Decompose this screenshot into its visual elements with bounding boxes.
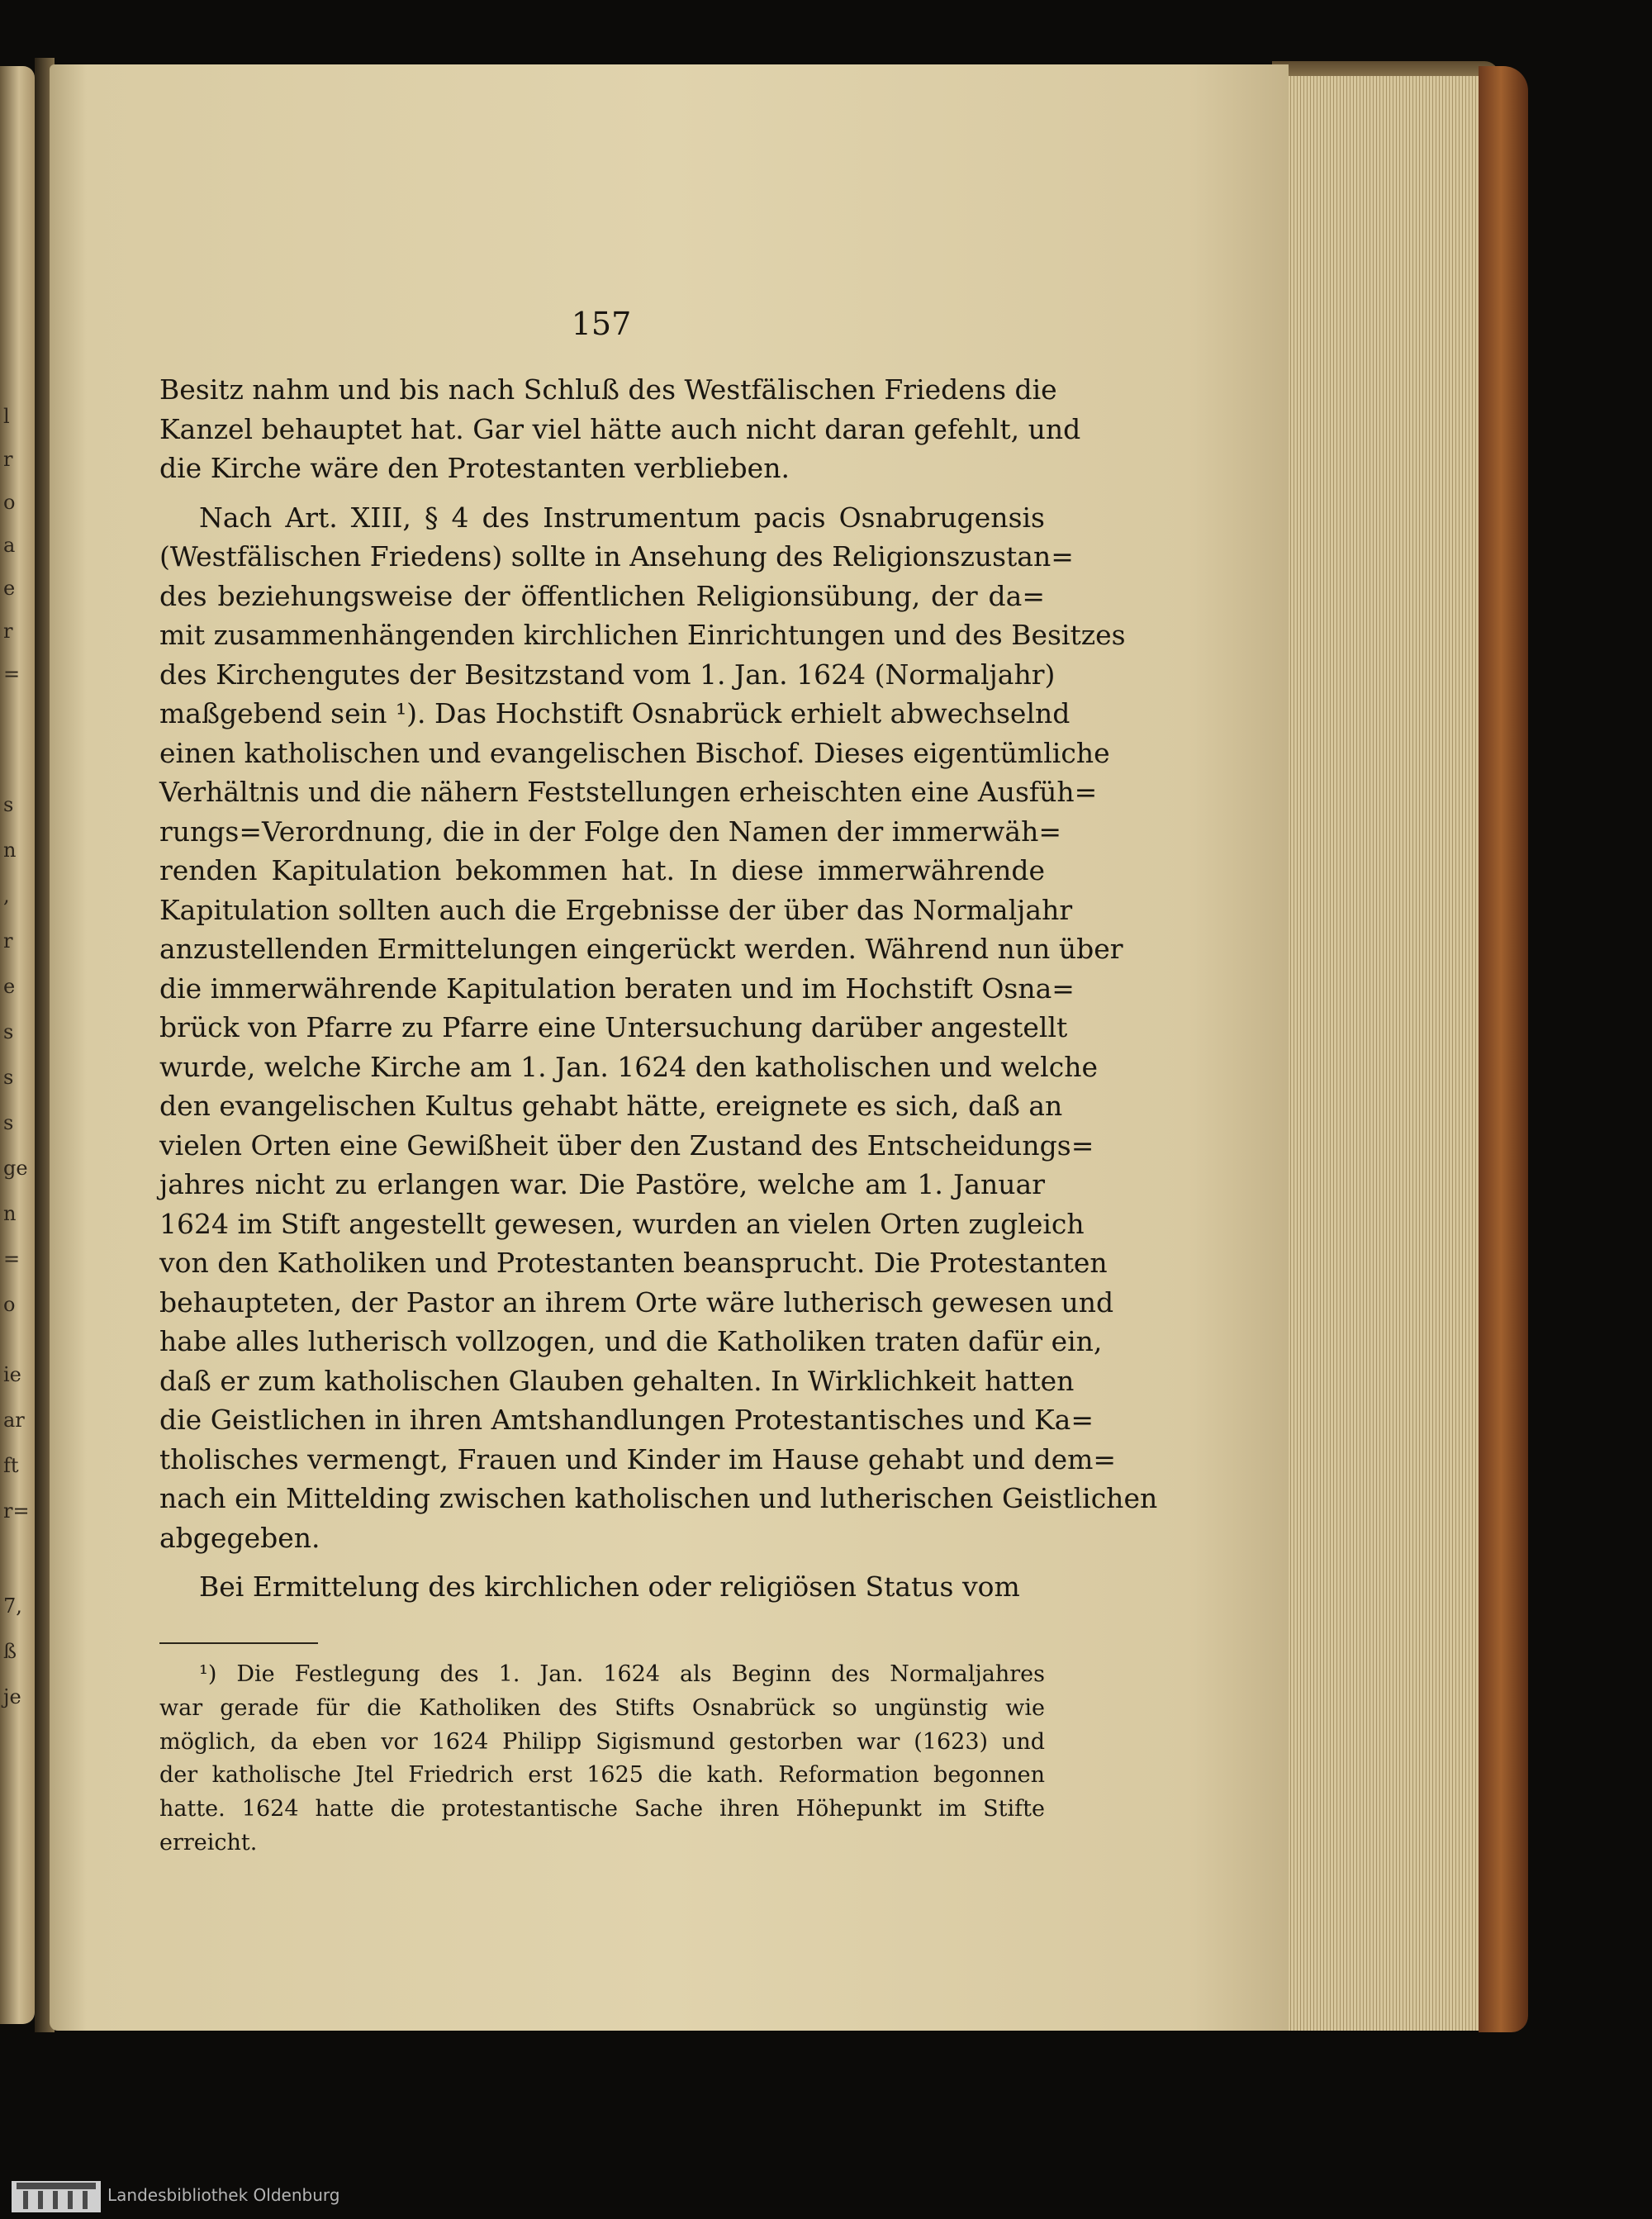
text-line: die Kirche wäre den Protestanten verblieben. xyxy=(159,452,790,484)
left-page-fragment: n xyxy=(3,839,17,862)
footnote-line: möglich, da eben vor 1624 Philipp Sigismund gestorben war (1623) und xyxy=(159,1728,1045,1755)
logo-column xyxy=(53,2191,58,2209)
text-line: die Geistlichen in ihren Amtshandlungen Protestantisches und Ka= xyxy=(159,1404,1094,1436)
left-page-fragment: e xyxy=(3,577,16,600)
footnote-line: erreicht. xyxy=(159,1829,258,1856)
book-cover-edge xyxy=(1479,66,1528,2032)
text-line: wurde, welche Kirche am 1. Jan. 1624 den katholischen und welche xyxy=(159,1050,1098,1083)
left-page-fragment: ß xyxy=(3,1640,17,1663)
logo-roof xyxy=(17,2183,96,2189)
left-page-fragment: s xyxy=(3,1066,14,1089)
text-line: (Westfälischen Friedens) sollte in Ansehung des Religionszustan= xyxy=(159,540,1074,573)
library-building-icon xyxy=(12,2181,101,2212)
left-page-fragment: s xyxy=(3,1020,14,1043)
logo-column xyxy=(83,2191,88,2209)
text-line: Kapitulation sollten auch die Ergebnisse der über das Normaljahr xyxy=(159,893,1073,926)
left-page-fragment: a xyxy=(3,534,16,557)
text-line: Kanzel behauptet hat. Gar viel hätte auch nicht daran gefehlt, und xyxy=(159,412,1081,445)
left-page-fragment: je xyxy=(3,1685,21,1708)
text-line: rungs=Verordnung, die in der Folge den Namen der immerwäh= xyxy=(159,815,1061,848)
left-page-fragment: s xyxy=(3,793,14,816)
page-block-edge xyxy=(1284,76,1491,2031)
text-line: habe alles lutherisch vollzogen, und die Katholiken traten dafür ein, xyxy=(159,1325,1103,1357)
text-line: den evangelischen Kultus gehabt hätte, ereignete es sich, daß an xyxy=(159,1090,1063,1122)
left-page-fragment: 7, xyxy=(3,1594,22,1618)
text-line: des beziehungsweise der öffentlichen Religionsübung, der da= xyxy=(159,579,1045,612)
text-line: brück von Pfarre zu Pfarre eine Untersuchung darüber angestellt xyxy=(159,1011,1068,1043)
text-line: vielen Orten eine Gewißheit über den Zustand des Entscheidungs= xyxy=(159,1129,1094,1162)
left-page-fragment: e xyxy=(3,975,16,998)
left-page-fragment: r xyxy=(3,929,13,953)
text-line: behaupteten, der Pastor an ihrem Orte wäre lutherisch gewesen und xyxy=(159,1285,1114,1319)
text-line: maßgebend sein ¹). Das Hochstift Osnabrück erhielt abwechselnd xyxy=(159,697,1070,729)
right-page xyxy=(50,64,1289,2031)
paragraph-gap xyxy=(159,1557,1045,1567)
page-number: 157 xyxy=(571,306,632,342)
text-line: von den Katholiken und Protestanten beansprucht. Die Protestanten xyxy=(159,1247,1108,1279)
library-name: Landesbibliothek Oldenburg xyxy=(107,2185,340,2205)
footer-bar xyxy=(0,2174,1652,2219)
text-line: abgegeben. xyxy=(159,1521,320,1554)
main-text xyxy=(159,370,1158,1607)
text-line: Besitz nahm und bis nach Schluß des Westfälischen Friedens die xyxy=(159,373,1057,406)
text-line: Nach Art. XIII, § 4 des Instrumentum pacis Osnabrugensis xyxy=(199,501,1045,534)
text-line: Bei Ermittelung des kirchlichen oder religiösen Status vom xyxy=(199,1570,1020,1603)
text-line: Verhältnis und die nähern Feststellungen erheischten eine Ausfüh= xyxy=(159,776,1098,808)
footnote-rule xyxy=(159,1642,318,1644)
left-page-fragment: ie xyxy=(3,1363,21,1386)
left-page-fragment: r= xyxy=(3,1499,30,1523)
left-page-edge xyxy=(0,66,35,2024)
left-page-fragment: n xyxy=(3,1202,17,1225)
logo-column xyxy=(38,2191,43,2209)
footnote-line: hatte. 1624 hatte die protestantische Sache ihren Höhepunkt im Stifte xyxy=(159,1796,1045,1822)
logo-column xyxy=(23,2191,28,2209)
left-page-fragment: ar xyxy=(3,1409,25,1432)
left-page-fragment: ge xyxy=(3,1157,28,1180)
text-line: anzustellenden Ermittelungen eingerückt werden. Während nun über xyxy=(159,933,1123,965)
text-line: renden Kapitulation bekommen hat. In diese immerwährende xyxy=(159,854,1045,886)
left-page-fragment: o xyxy=(3,491,16,514)
logo-column xyxy=(68,2191,73,2209)
left-page-fragment: l xyxy=(3,405,10,428)
text-line: mit zusammenhängenden kirchlichen Einrichtungen und des Besitzes xyxy=(159,619,1126,651)
left-page-fragment: = xyxy=(3,1247,21,1271)
left-page-fragment: = xyxy=(3,663,21,686)
left-page-fragment: r xyxy=(3,620,13,643)
text-line: jahres nicht zu erlangen war. Die Pastöre, welche am 1. Januar xyxy=(159,1168,1045,1200)
text-line: 1624 im Stift angestellt gewesen, wurden an vielen Orten zugleich xyxy=(159,1207,1085,1240)
text-line: die immerwährende Kapitulation beraten und im Hochstift Osna= xyxy=(159,972,1075,1005)
text-line: tholisches vermengt, Frauen und Kinder im Hause gehabt und dem= xyxy=(159,1442,1117,1475)
left-page-fragment: , xyxy=(3,884,10,907)
paragraph-gap xyxy=(159,488,1045,498)
text-line: daß er zum katholischen Glauben gehalten. In Wirklichkeit hatten xyxy=(159,1364,1075,1397)
footnote-block xyxy=(159,1658,1045,1860)
left-page-fragment: o xyxy=(3,1293,16,1316)
text-line: des Kirchengutes der Besitzstand vom 1. Jan. 1624 (Normaljahr) xyxy=(159,658,1056,691)
text-line: nach ein Mittelding zwischen katholischen und lutherischen Geistlichen xyxy=(159,1482,1158,1514)
text-line: einen katholischen und evangelischen Bischof. Dieses eigentümliche xyxy=(159,736,1110,769)
footnote-line: ¹) Die Festlegung des 1. Jan. 1624 als Beginn des Normaljahres xyxy=(199,1661,1045,1687)
footnote-line: war gerade für die Katholiken des Stifts Osnabrück so ungünstig wie xyxy=(159,1694,1045,1721)
left-page-fragment: r xyxy=(3,448,13,471)
footnote-line: der katholische Jtel Friedrich erst 1625 die kath. Reformation begonnen xyxy=(159,1762,1045,1789)
left-page-fragment: s xyxy=(3,1111,14,1134)
left-page-fragment: ft xyxy=(3,1454,19,1477)
